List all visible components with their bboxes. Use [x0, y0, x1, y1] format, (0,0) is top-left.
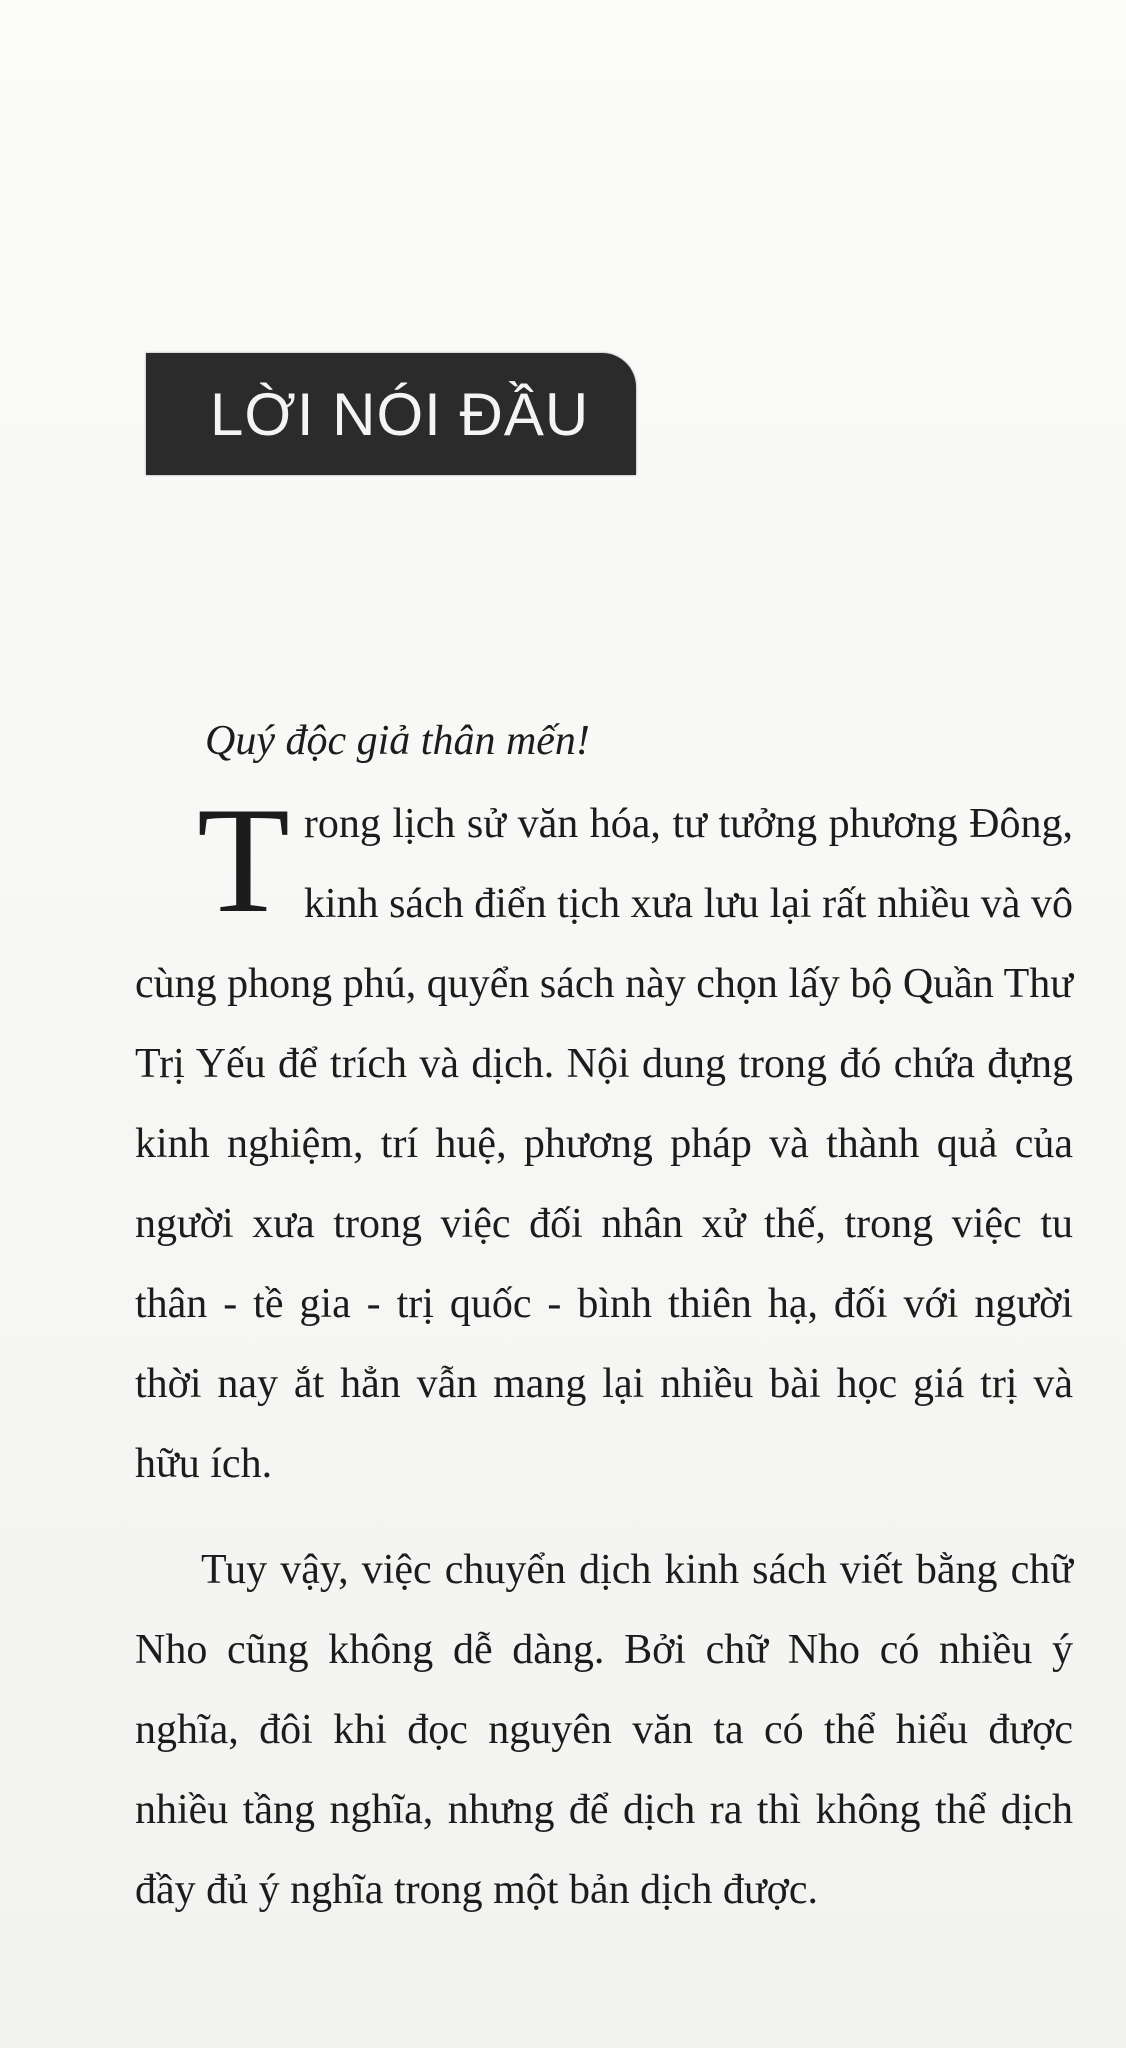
paragraph-1: [135, 776, 1073, 1504]
body-text: [135, 700, 1073, 1930]
drop-cap: T: [197, 776, 290, 944]
chapter-title: LỜI NÓI ĐẦU: [210, 380, 590, 448]
chapter-banner: [146, 353, 636, 475]
paragraph-2: Tuy vậy, việc chuyển dịch kinh sách viết bằng chữ Nho cũng không dễ dàng. Bởi chữ Nho có nhiều ý nghĩa, đôi khi đọc nguyên văn ta có thể hiểu được nhiều tầng nghĩa, nhưng để dịch ra thì không thể dịch đầy đủ ý nghĩa trong một bản dịch được.: [135, 1547, 1073, 1913]
paragraph-1-text: rong lịch sử văn hóa, tư tưởng phương Đông, kinh sách điển tịch xưa lưu lại rất nhiều và vô cùng phong phú, quyển sách này chọn lấy bộ Quần Thư Trị Yếu để trích và dịch. Nội dung trong đó chứa đựng kinh nghiệm, trí huệ, phương pháp và thành quả của người xưa trong việc đối nhân xử thế, trong việc tu thân - tề gia - trị quốc - bình thiên hạ, đối với người thời nay ắt hẳn vẫn mang lại nhiều bài học giá trị và hữu ích.: [135, 801, 1073, 1487]
salutation: Quý độc giả thân mến!: [205, 718, 590, 764]
